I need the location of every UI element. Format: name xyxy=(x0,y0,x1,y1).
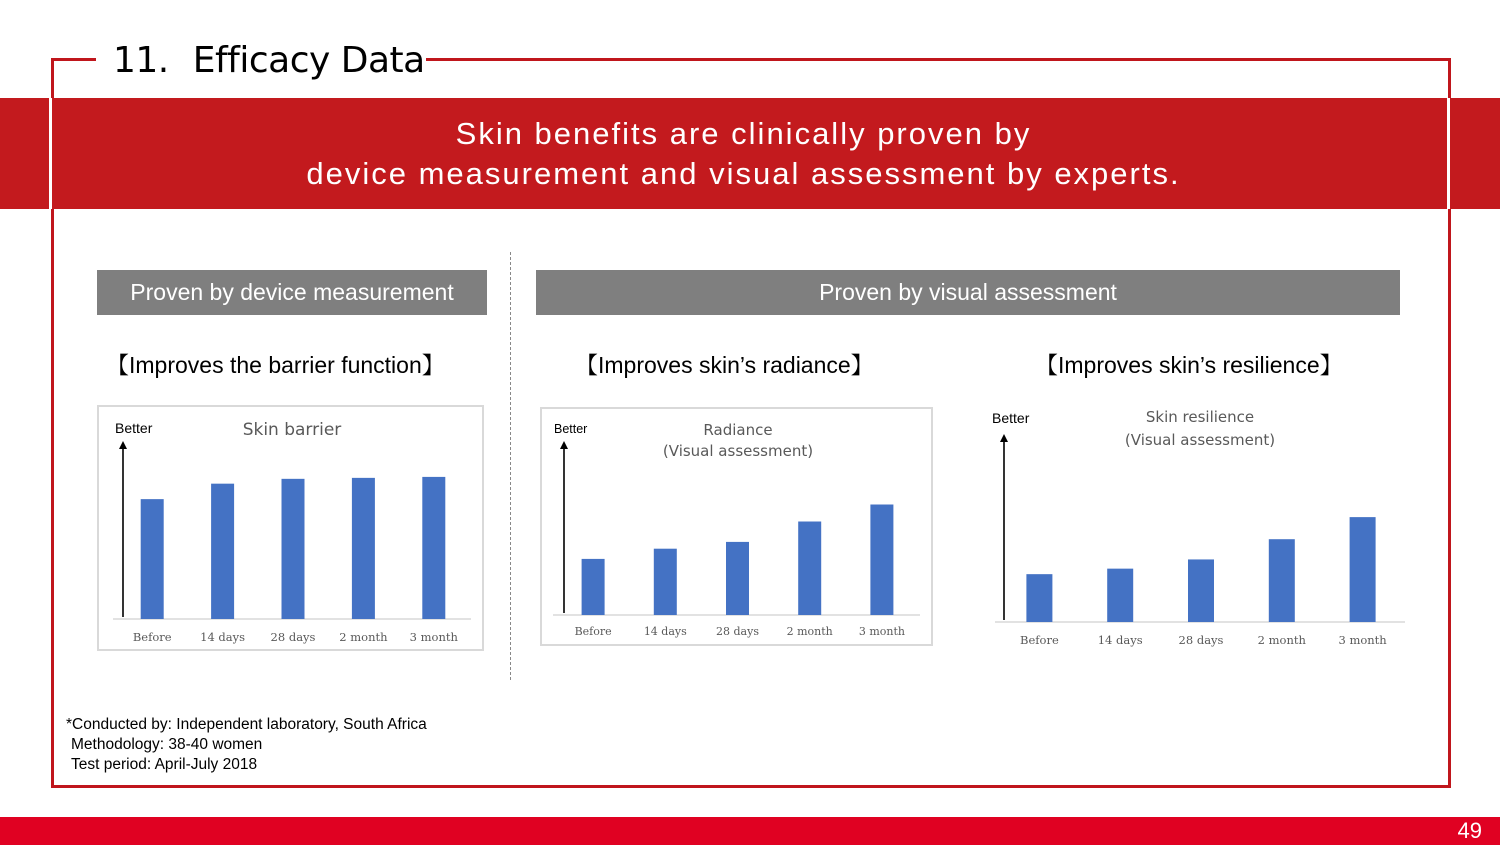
bar xyxy=(654,549,677,615)
title-text: Efficacy Data xyxy=(192,40,425,81)
better-arrow-head xyxy=(1000,434,1008,442)
chart-svg xyxy=(542,409,931,644)
chart-skin-barrier xyxy=(97,405,484,651)
bar xyxy=(1026,574,1052,622)
bar xyxy=(211,484,234,619)
bottom-bar xyxy=(0,817,1500,845)
bar xyxy=(1269,539,1295,622)
better-arrow-head xyxy=(119,441,127,449)
chart-title: Skin barrier xyxy=(242,420,342,440)
bar xyxy=(582,559,605,615)
page-title xyxy=(113,38,425,84)
x-tick-label: 14 days xyxy=(200,630,246,644)
subtitle-resilience: 【Improves skin’s resilience】 xyxy=(1035,352,1343,378)
bar xyxy=(1350,517,1376,622)
bar xyxy=(798,522,821,616)
y-axis-label: Better xyxy=(554,422,588,436)
bar xyxy=(726,542,749,615)
footnote-line-1: *Conducted by: Independent laboratory, South Africa xyxy=(66,716,427,733)
x-tick-label: Before xyxy=(132,630,172,644)
headline-line-2: device measurement and visual assessment by experts. xyxy=(306,156,1181,191)
subtitle-barrier: 【Improves the barrier function】 xyxy=(106,352,445,378)
chart-title: Radiance xyxy=(703,421,773,439)
x-tick-label: 3 month xyxy=(858,625,905,638)
headline-text xyxy=(0,114,1487,194)
chart-subtitle: (Visual assessment) xyxy=(1124,431,1276,449)
chart-radiance xyxy=(540,407,933,646)
x-tick-label: 3 month xyxy=(1338,633,1387,647)
x-tick-label: 28 days xyxy=(270,630,316,644)
section-header-device: Proven by device measurement xyxy=(97,270,487,315)
x-tick-label: 14 days xyxy=(1097,633,1143,647)
headline-line-1: Skin benefits are clinically proven by xyxy=(455,116,1032,151)
bar xyxy=(282,479,305,619)
x-tick-label: 2 month xyxy=(1257,633,1306,647)
footnote-line-2: Methodology: 38-40 women xyxy=(71,736,263,753)
bar xyxy=(352,478,375,619)
chart-svg xyxy=(99,407,482,649)
subtitle-radiance: 【Improves skin’s radiance】 xyxy=(575,352,874,378)
x-tick-label: 2 month xyxy=(786,625,833,638)
title-number: 11. xyxy=(113,40,169,81)
x-tick-label: 28 days xyxy=(716,625,759,638)
page-number: 49 xyxy=(1457,818,1482,843)
y-axis-label: Better xyxy=(992,410,1030,426)
chart-svg xyxy=(985,400,1410,655)
bar xyxy=(1188,559,1214,622)
x-tick-label: Before xyxy=(574,625,612,638)
section-header-visual: Proven by visual assessment xyxy=(536,270,1400,315)
x-tick-label: Before xyxy=(1020,633,1059,647)
x-tick-label: 28 days xyxy=(1178,633,1224,647)
y-axis-label: Better xyxy=(115,420,153,436)
chart-subtitle: (Visual assessment) xyxy=(662,442,814,460)
x-tick-label: 2 month xyxy=(339,630,388,644)
section-divider xyxy=(510,252,511,680)
bar xyxy=(1107,569,1133,622)
x-tick-label: 3 month xyxy=(409,630,458,644)
chart-title: Skin resilience xyxy=(1145,408,1255,426)
bar xyxy=(141,499,164,619)
footnote xyxy=(66,715,427,775)
footnote-line-3: Test period: April-July 2018 xyxy=(71,756,258,773)
bar xyxy=(870,505,893,616)
x-tick-label: 14 days xyxy=(643,625,687,638)
bar xyxy=(422,477,445,619)
chart-skin-resilience xyxy=(985,400,1410,655)
better-arrow-head xyxy=(560,441,568,449)
